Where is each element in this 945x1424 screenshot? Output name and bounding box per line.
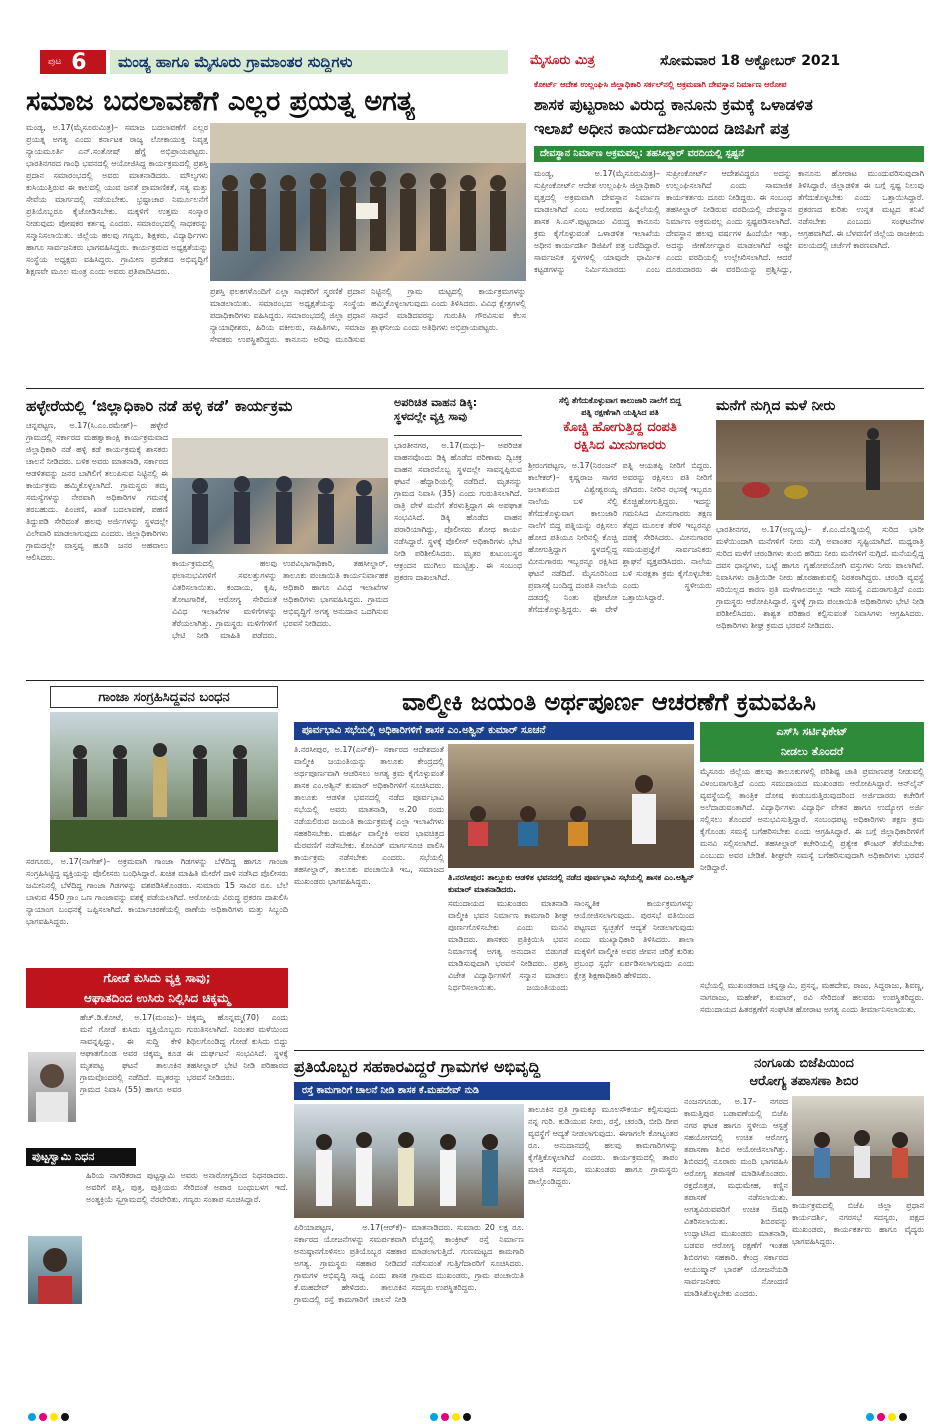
story5-body: ಶ್ರೀರಂಗಪಟ್ಟಣ, ಅ.17(ನಿರಂಜನ್ ಕಾಲೇಕರ್)– ಕೃಷ್ಣರಾಜ ಸಾಗರ ಜಲಾಶಯದ ವಿಶ್ವೇಶ್ವರಯ್ಯ ನಾಲೆಯ ಬಳಿ ಸೆಲ್ಫಿ ತೆಗೆದುಕೊಳ್ಳುವಾಗ ಕಾಲುಜಾರಿ ನಾಲೆಗೆ ಬಿದ್ದ ಪತ್ನಿಯನ್ನು ರಕ್ಷಿಸಲು ಹೋದ ಪತಿಯೂ ನೀರಿನಲ್ಲಿ ಕೊಚ್ಚಿ ಹೋಗುತ್ತಿದ್ದಾಗ ಸ್ಥಳದಲ್ಲಿದ್ದ ಮೀನುಗಾರರು ಇಬ್ಬರನ್ನೂ ರಕ್ಷಿಸಿದ ಘಟನೆ ನಡೆದಿದೆ. ಮೈಸೂರಿನಿಂದ ಪ್ರವಾಸಕ್ಕೆ ಬಂದಿದ್ದ ದಂಪತಿ ನಾಲೆಯ ದಡದಲ್ಲಿ ನಿಂತು ಫೋಟೋ ತೆಗೆದುಕೊಳ್ಳುತ್ತಿದ್ದರು. ಈ ವೇಳೆ ಪತ್ನಿ ಆಯತಪ್ಪಿ ನೀರಿಗೆ ಬಿದ್ದರು. ಅವರನ್ನು ರಕ್ಷಿಸಲು ಪತಿ ನೀರಿಗೆ ಜಿಗಿದರು. ನೀರಿನ ರಭಸಕ್ಕೆ ಇಬ್ಬರೂ ಕೊಚ್ಚಿಹೋಗುತ್ತಿದ್ದರು. ಇದನ್ನು ಗಮನಿಸಿದ ಮೀನುಗಾರರು ತಕ್ಷಣ ತೆಪ್ಪದ ಮೂಲಕ ತೆರಳಿ ಇಬ್ಬರನ್ನೂ ದಡಕ್ಕೆ ಸೇರಿಸಿದರು. ಮೀನುಗಾರರ ಸಮಯಪ್ರಜ್ಞೆಗೆ ಸಾರ್ವಜನಿಕರು ಶ್ಲಾಘನೆ ವ್ಯಕ್ತಪಡಿಸಿದರು. ನಾಲೆಯ ಬಳಿ ಸುರಕ್ಷತಾ ಕ್ರಮ ಕೈಗೊಳ್ಳಬೇಕು ಎಂದು ಸ್ಥಳೀಯರು ಒತ್ತಾಯಿಸಿದ್ದಾರೆ. [528, 461, 712, 614]
masthead [40, 50, 900, 76]
story9-body-3-spill [294, 948, 444, 1046]
story3-photo [172, 438, 388, 554]
story3-body: ಚನ್ನಪಟ್ಟಣ, ಅ.17(ಸಿ.ಎಂ.ರಮೇಶ್)– ಹಳ್ಳೇರೆ ಗ್ರಾಮದಲ್ಲಿ ಸರ್ಕಾರದ ಮಹತ್ವಾಕಾಂಕ್ಷಿ ಕಾರ್ಯಕ್ರಮವಾದ ಜಿಲ್ಲಾಧಿಕಾರಿ ನಡೆ ಹಳ್ಳಿ ಕಡೆ ಕಾರ್ಯಕ್ರಮಕ್ಕೆ ಶಾಸಕರು ಚಾಲನೆ ನೀಡಿದರು. ಬಳಿಕ ಅವರು ಮಾತನಾಡಿ, ಸರ್ಕಾರದ ಆಡಳಿತವನ್ನು ಜನರ ಬಾಗಿಲಿಗೆ ತಲುಪಿಸುವ ನಿಟ್ಟಿನಲ್ಲಿ ಈ ಕಾರ್ಯಕ್ರಮ ಹಮ್ಮಿಕೊಳ್ಳಲಾಗಿದೆ. ಗ್ರಾಮಸ್ಥರು ತಮ್ಮ ಸಮಸ್ಯೆಗಳನ್ನು ನೇರವಾಗಿ ಅಧಿಕಾರಿಗಳ ಗಮನಕ್ಕೆ ತರಬಹುದು. ಪಿಂಚಣಿ, ಖಾತೆ ಬದಲಾವಣೆ, ಪಹಣಿ ತಿದ್ದುಪಡಿ ಸೇರಿದಂತೆ ಹಲವು ಅರ್ಜಿಗಳನ್ನು ಸ್ಥಳದಲ್ಲೇ ವಿಲೇವಾರಿ ಮಾಡಲಾಗುವುದು ಎಂದರು. ಜಿಲ್ಲಾಧಿಕಾರಿಗಳು ಗ್ರಾಮದಲ್ಲೇ ವಾಸ್ತವ್ಯ ಹೂಡಿ ಜನರ ಅಹವಾಲು ಆಲಿಸಿದರು. [26, 421, 168, 562]
magenta-dot-icon [877, 1413, 885, 1421]
page-word: ಪುಟ [48, 57, 62, 67]
magenta-dot-icon [39, 1413, 47, 1421]
story1-photo [210, 123, 526, 281]
story12-photo [792, 1096, 924, 1196]
issue-date: ಸೋಮವಾರ 18 ಅಕ್ಟೋಬರ್ 2021 [660, 53, 841, 69]
story12-body: ನಂಜನಗೂಡು, ಅ.17– ನಗರದ ಕಾಮತ್ತಿಪುರ ಬಡಾವಣೆಯಲ್ಲಿ ಬಿಜೆಪಿ ನಗರ ಘಟಕ ಹಾಗೂ ಸ್ಥಳೀಯ ಆಸ್ಪತ್ರೆ ಸಹಯೋಗದಲ್ಲಿ ಉಚಿತ ಆರೋಗ್ಯ ತಪಾಸಣಾ ಶಿಬಿರ ಆಯೋಜಿಸಲಾಗಿತ್ತು. ಶಿಬಿರದಲ್ಲಿ ನೂರಾರು ಮಂದಿ ಭಾಗವಹಿಸಿ ಆರೋಗ್ಯ ತಪಾಸಣೆ ಮಾಡಿಸಿಕೊಂಡರು. ರಕ್ತದೊತ್ತಡ, ಮಧುಮೇಹ, ಕಣ್ಣಿನ ತಪಾಸಣೆ ನಡೆಸಲಾಯಿತು. ಅಗತ್ಯವಿರುವವರಿಗೆ ಉಚಿತ ಔಷಧಿ ವಿತರಿಸಲಾಯಿತು. ಶಿಬಿರವನ್ನು ಉದ್ಘಾಟಿಸಿದ ಮುಖಂಡರು ಮಾತನಾಡಿ, ಬಡವರ ಆರೋಗ್ಯ ರಕ್ಷಣೆಗೆ ಇಂತಹ ಶಿಬಿರಗಳು ಸಹಕಾರಿ. ಕೇಂದ್ರ ಸರ್ಕಾರದ ಆಯುಷ್ಮಾನ್ ಭಾರತ್ ಯೋಜನೆಯಡಿ ಸಾರ್ವಜನಿಕರು ನೋಂದಣಿ ಮಾಡಿಸಿಕೊಳ್ಳಬೇಕು ಎಂದರು. [684, 1097, 788, 1298]
story10-body-2: ಸಭೆಯಲ್ಲಿ ಮುಖಂಡರಾದ ಚನ್ನಸ್ವಾಮಿ, ಪ್ರಸನ್ನ, ಮಹದೇವ, ರಾಜು, ಸಿದ್ದರಾಜು, ಶಿವಣ್ಣ, ನಾಗರಾಜು, ಮಹೇಶ್, ಕುಮಾರ್, ರವಿ ಸೇರಿದಂತೆ ಹಲವರು ಉಪಸ್ಥಿತರಿದ್ದರು. ಸಮುದಾಯದ ಹಿತರಕ್ಷಣೆಗೆ ಸಂಘಟಿತ ಹೋರಾಟ ಅಗತ್ಯ ಎಂದು ತೀರ್ಮಾನಿಸಲಾಯಿತು. [700, 981, 924, 1014]
story12-headline-line1: ನಂಗೂಡು ಬಿಜೆಪಿಯಿಂದ [754, 1056, 854, 1071]
story11-headline: ಪ್ರತಿಯೊಬ್ಬರ ಸಹಕಾರವಿದ್ದರೆ ಗ್ರಾಮಗಳ ಅಭಿವೃದ್ಧಿ [294, 1057, 541, 1076]
story1-headline: ಸಮಾಜ ಬದಲಾವಣೆಗೆ ಎಲ್ಲರ ಪ್ರಯತ್ನ ಅಗತ್ಯ [26, 86, 415, 117]
story9-subhead: ಪೂರ್ವಭಾವಿ ಸಭೆಯಲ್ಲಿ ಅಧಿಕಾರಿಗಳಿಗೆ ಶಾಸಕ ಎಂ.ಅಶ್ವಿನ್ ಕುಮಾರ್ ಸೂಚನೆ [294, 722, 694, 740]
story9-body-2: ಸಮುದಾಯದ ಮುಖಂಡರು ಮಾತನಾಡಿ ವಾಲ್ಮೀಕಿ ಭವನ ನಿರ್ಮಾಣ ಕಾಮಗಾರಿ ಶೀಘ್ರ ಪೂರ್ಣಗೊಳಿಸಬೇಕು ಎಂದು ಮನವಿ ಮಾಡಿದರು. ಶಾಸಕರು ಪ್ರತಿಕ್ರಿಯಿಸಿ ಭವನ ನಿರ್ಮಾಣಕ್ಕೆ ಅಗತ್ಯ ಅನುದಾನ ಬಿಡುಗಡೆ ಮಾಡಿಸುವುದಾಗಿ ಭರವಸೆ ನೀಡಿದರು. ಪ್ರಶಸ್ತಿ ವಿಜೇತ ವಿದ್ಯಾರ್ಥಿಗಳಿಗೆ ಸನ್ಮಾನ ಮಾಡಲು ನಿರ್ಧರಿಸಲಾಯಿತು. ಜಯಂತಿಯಂದು ಸಾಂಸ್ಕೃತಿಕ ಕಾರ್ಯಕ್ರಮಗಳನ್ನು ಆಯೋಜಿಸಲಾಗುವುದು. ಪುರಸಭೆ ವತಿಯಿಂದ ಪಟ್ಟಣದ ಸ್ವಚ್ಛತೆಗೆ ಆದ್ಯತೆ ನೀಡಲಾಗುವುದು ಎಂದು ಮುಖ್ಯಾಧಿಕಾರಿ ತಿಳಿಸಿದರು. ಶಾಲಾ ಮಕ್ಕಳಿಗೆ ವಾಲ್ಮೀಕಿ ಅವರ ಜೀವನ ಚರಿತ್ರೆ ಕುರಿತು ಪ್ರಬಂಧ ಸ್ಪರ್ಧೆ ಏರ್ಪಡಿಸಲಾಗುವುದು ಎಂದು ಕ್ಷೇತ್ರ ಶಿಕ್ಷಣಾಧಿಕಾರಿ ಹೇಳಿದರು. [448, 899, 694, 992]
story4-headline-line2: ಸ್ಥಳದಲ್ಲೇ ವ್ಯಕ್ತಿ ಸಾವು [394, 410, 468, 423]
story5-headline-line2: ರಕ್ಷಿಸಿದ ಮೀನುಗಾರರು [574, 438, 666, 453]
story10-headline-line1: ಎಸ್‌ಸಿ ಸರ್ಟಿಫಿಕೇಟ್ [776, 725, 848, 738]
cyan-dot-icon [866, 1413, 874, 1421]
story9-caption: ತಿ.ನರಸೀಪುರ: ತಾಲ್ಲೂಕು ಆಡಳಿತ ಭವನದಲ್ಲಿ ನಡೆದ ಪೂರ್ವಭಾವಿ ಸಭೆಯಲ್ಲಿ ಶಾಸಕ ಎಂ.ಅಶ್ವಿನ್ ಕುಮಾರ್ ಮಾತನಾಡಿದರು. [448, 873, 694, 894]
black-dot-icon [61, 1413, 69, 1421]
story2-headline-line2: ಇಲಾಖೆ ಅಧೀನ ಕಾರ್ಯದರ್ಶಿಯಿಂದ ಡಿಜಿಪಿಗೆ ಪತ್ರ [534, 119, 790, 138]
story2-subhead: ದೇವಸ್ಥಾನ ನಿರ್ಮಾಣ ಅಕ್ರಮವಲ್ಲ: ತಹಸೀಲ್ದಾರ್ ವರದಿಯಲ್ಲಿ ಸ್ಪಷ್ಟನೆ [534, 146, 924, 162]
story1-body-2: ಪ್ರಶಸ್ತಿ ಫಲಕಗಳೊಂದಿಗೆ ಎಲ್ಲಾ ಸಾಧಕರಿಗೆ ಸ್ಮರಣಿಕೆ ಪ್ರದಾನ ಮಾಡಲಾಯಿತು. ಸಮಾರಂಭದ ಅಧ್ಯಕ್ಷತೆಯನ್ನು ಸಂಸ್ಥೆಯ ಪದಾಧಿಕಾರಿಗಳು ವಹಿಸಿದ್ದರು. ಸಮಾರಂಭದಲ್ಲಿ ಜಿಲ್ಲಾ ಪ್ರಧಾನ ನ್ಯಾಯಾಧೀಶರು, ಹಿರಿಯ ವಕೀಲರು, ಸಾಹಿತಿಗಳು, ಸಮಾಜ ಸೇವಕರು ಉಪಸ್ಥಿತರಿದ್ದರು. ಕಾನೂನು ಅರಿವು ಮೂಡಿಸುವ ನಿಟ್ಟಿನಲ್ಲಿ ಗ್ರಾಮ ಮಟ್ಟದಲ್ಲಿ ಕಾರ್ಯಕ್ರಮಗಳನ್ನು ಹಮ್ಮಿಕೊಳ್ಳಲಾಗುವುದು ಎಂದು ತಿಳಿಸಿದರು. ವಿವಿಧ ಕ್ಷೇತ್ರಗಳಲ್ಲಿ ಸಾಧನೆ ಮಾಡಿದವರನ್ನು ಗುರುತಿಸಿ ಗೌರವಿಸುವ ಕೆಲಸ ಶ್ಲಾಘನೀಯ ಎಂದು ಅತಿಥಿಗಳು ಅಭಿಪ್ರಾಯಪಟ್ಟರು. [210, 287, 526, 344]
divider-row3 [294, 1050, 924, 1051]
page-number-badge [40, 50, 106, 74]
black-dot-icon [899, 1413, 907, 1421]
obituary-portrait [28, 1236, 82, 1304]
story8-headline-line1: ಗೋಡೆ ಕುಸಿದು ವ್ಯಕ್ತಿ ಸಾವು; [26, 968, 288, 988]
divider-row2 [26, 680, 924, 681]
cyan-dot-icon [28, 1413, 36, 1421]
obituary-portrait-figure [28, 1236, 82, 1304]
obituary-body: ಹಿರಿಯ ನಾಗರಿಕರಾದ ಪುಟ್ಟಸ್ವಾಮಿ ಅವರು ಅನಾರೋಗ್ಯದಿಂದ ನಿಧನರಾದರು. ಅವರಿಗೆ ಪತ್ನಿ, ಪುತ್ರ, ಪುತ್ರಿಯರು ಸೇರಿದಂತೆ ಅಪಾರ ಬಂಧುಬಳಗ ಇದೆ. ಅಂತ್ಯಕ್ರಿಯೆ ಸ್ವಗ್ರಾಮದಲ್ಲಿ ನೆರವೇರಿತು. ಗಣ್ಯರು ಸಂತಾಪ ಸೂಚಿಸಿದ್ದಾರೆ. [86, 1171, 288, 1204]
story10-body: ಮೈಸೂರು ಜಿಲ್ಲೆಯ ಹಲವು ತಾಲೂಕುಗಳಲ್ಲಿ ಪರಿಶಿಷ್ಟ ಜಾತಿ ಪ್ರಮಾಣಪತ್ರ ನೀಡುವಲ್ಲಿ ವಿಳಂಬವಾಗುತ್ತಿದೆ ಎಂದು ಸಮುದಾಯದ ಮುಖಂಡರು ಆರೋಪಿಸಿದ್ದಾರೆ. ಆನ್‌ಲೈನ್ ವ್ಯವಸ್ಥೆಯಲ್ಲಿ ತಾಂತ್ರಿಕ ದೋಷ ಕಂಡುಬರುತ್ತಿರುವುದರಿಂದ ಅರ್ಜಿದಾರರು ಕಚೇರಿಗೆ ಅಲೆದಾಡುವಂತಾಗಿದೆ. ವಿದ್ಯಾರ್ಥಿಗಳು ವಿದ್ಯಾರ್ಥಿ ವೇತನ ಹಾಗೂ ಉದ್ಯೋಗ ಅರ್ಜಿ ಸಲ್ಲಿಸಲು ತೊಂದರೆ ಅನುಭವಿಸುತ್ತಿದ್ದಾರೆ. ಸಂಬಂಧಪಟ್ಟ ಅಧಿಕಾರಿಗಳು ತಕ್ಷಣ ಕ್ರಮ ಕೈಗೊಂಡು ಸಮಸ್ಯೆ ಬಗೆಹರಿಸಬೇಕು ಎಂದು ಆಗ್ರಹಿಸಿದ್ದಾರೆ. ಈ ಬಗ್ಗೆ ಜಿಲ್ಲಾಧಿಕಾರಿಗಳಿಗೆ ಮನವಿ ಸಲ್ಲಿಸಲಾಗಿದೆ. ತಹಸೀಲ್ದಾರ್ ಕಚೇರಿಯಲ್ಲಿ ಪ್ರತ್ಯೇಕ ಕೌಂಟರ್ ತೆರೆಯಬೇಕು ಎಂಬುದು ಅವರ ಬೇಡಿಕೆ. ಶೀಘ್ರವೇ ಸಮಸ್ಯೆ ಬಗೆಹರಿಸುವುದಾಗಿ ಅಧಿಕಾರಿಗಳು ಭರವಸೆ ನೀಡಿದ್ದಾರೆ. [700, 767, 924, 872]
story4-headline-box [394, 396, 522, 436]
story7-headline-box [50, 686, 278, 708]
story12-body-2: ಕಾರ್ಯಕ್ರಮದಲ್ಲಿ ಬಿಜೆಪಿ ಜಿಲ್ಲಾ ಪ್ರಧಾನ ಕಾರ್ಯದರ್ಶಿ, ನಗರಸಭೆ ಸದಸ್ಯರು, ಪಕ್ಷದ ಮುಖಂಡರು, ಕಾರ್ಯಕರ್ತರು ಹಾಗೂ ವೈದ್ಯರು ಭಾಗವಹಿಸಿದ್ದರು. [792, 1201, 924, 1246]
deceased-portrait [28, 1052, 76, 1122]
story6-headline: ಮನೆಗೆ ನುಗ್ಗಿದ ಮಳೆ ನೀರು [716, 398, 836, 414]
story5-kicker-line2: ಪತ್ನಿ ರಕ್ಷಣೆಗಾಗಿ ಯತ್ನಿಸಿದ ಪತಿ [581, 408, 659, 417]
story8-portrait [28, 1052, 76, 1122]
story5-headline-line1: ಕೊಚ್ಚಿ ಹೋಗುತ್ತಿದ್ದ ದಂಪತಿ [563, 420, 677, 435]
yellow-dot-icon [50, 1413, 58, 1421]
story10-headline-line2: ನೀಡಲು ತೊಂದರೆ [780, 745, 844, 758]
story4-headline-line1: ಅಪರಿಚಿತ ವಾಹನ ಡಿಕ್ಕಿ: [394, 396, 478, 409]
page-number: 6 [71, 49, 87, 75]
black-dot-icon [463, 1413, 471, 1421]
story7-body: ಸರಗೂರು, ಅ.17(ನಾಗೇಶ್)– ಅಕ್ರಮವಾಗಿ ಗಾಂಜಾ ಗಿಡಗಳನ್ನು ಬೆಳೆದಿದ್ದ ಹಾಗೂ ಗಾಂಜಾ ಸಂಗ್ರಹಿಸಿಟ್ಟಿದ್ದ ವ್ಯಕ್ತಿಯನ್ನು ಪೊಲೀಸರು ಬಂಧಿಸಿದ್ದಾರೆ. ಖಚಿತ ಮಾಹಿತಿ ಮೇರೆಗೆ ದಾಳಿ ನಡೆಸಿದ ಪೊಲೀಸರು ಜಮೀನಿನಲ್ಲಿ ಬೆಳೆದಿದ್ದ ಗಾಂಜಾ ಗಿಡಗಳನ್ನು ವಶಪಡಿಸಿಕೊಂಡರು. ಸುಮಾರು 15 ಸಾವಿರ ರೂ. ಬೆಲೆ ಬಾಳುವ 450 ಗ್ರಾಂ ಒಣ ಗಾಂಜಾವನ್ನು ವಶಕ್ಕೆ ಪಡೆಯಲಾಗಿದೆ. ಆರೋಪಿಯ ವಿರುದ್ಧ ಪ್ರಕರಣ ದಾಖಲಿಸಿ ನ್ಯಾಯಾಂಗ ಬಂಧನಕ್ಕೆ ಒಪ್ಪಿಸಲಾಗಿದೆ. ಕಾರ್ಯಾಚರಣೆಯಲ್ಲಿ ಠಾಣೆಯ ಅಧಿಕಾರಿಗಳು ಮತ್ತು ಸಿಬ್ಬಂದಿ ಭಾಗವಹಿಸಿದ್ದರು. [26, 857, 288, 926]
story9-headline: ವಾಲ್ಮೀಕಿ ಜಯಂತಿ ಅರ್ಥಪೂರ್ಣ ಆಚರಣೆಗೆ ಕ್ರಮವಹಿಸಿ [402, 688, 816, 716]
story1-body: ಮಂಡ್ಯ, ಅ.17(ಮೈಸೂರುಮಿತ್ರ)– ಸಮಾಜ ಬದಲಾವಣೆಗೆ ಎಲ್ಲರ ಪ್ರಯತ್ನ ಅಗತ್ಯ ಎಂದು ಕರ್ನಾಟಕ ರಾಜ್ಯ ಲೋಕಾಯುಕ್ತ ನಿವೃತ್ತ ನ್ಯಾಯಮೂರ್ತಿ ಎನ್.ಸಂತೋಷ್ ಹೆಗ್ಡೆ ಅಭಿಪ್ರಾಯಪಟ್ಟರು. ಭಾರತಿನಗರದ ಗಾಂಧಿ ಭವನದಲ್ಲಿ ಆಯೋಜಿಸಿದ್ದ ಕಾರ್ಯಕ್ರಮದಲ್ಲಿ ಪ್ರಶಸ್ತಿ ಪ್ರದಾನ ಸಮಾರಂಭದಲ್ಲಿ ಅವರು ಮಾತನಾಡಿದರು. ಮೌಲ್ಯಗಳು ಕುಸಿಯುತ್ತಿರುವ ಈ ಕಾಲದಲ್ಲಿ ಯುವ ಜನತೆ ಪ್ರಾಮಾಣಿಕತೆ, ಸತ್ಯ ಮತ್ತು ಸೇವೆಯ ಮಾರ್ಗದಲ್ಲಿ ನಡೆಯಬೇಕು. ಭ್ರಷ್ಟಾಚಾರ ನಿರ್ಮೂಲನೆಗೆ ಪ್ರತಿಯೊಬ್ಬರೂ ಕೈಜೋಡಿಸಬೇಕು. ಮಕ್ಕಳಿಗೆ ಉತ್ತಮ ಸಂಸ್ಕಾರ ನೀಡುವುದು ಪೋಷಕರ ಕರ್ತವ್ಯ ಎಂದರು. ಸಮಾರಂಭದಲ್ಲಿ ಸಾಧಕರನ್ನು ಸನ್ಮಾನಿಸಲಾಯಿತು. ಜಿಲ್ಲೆಯ ಹಲವು ಗಣ್ಯರು, ಶಿಕ್ಷಕರು, ವಿದ್ಯಾರ್ಥಿಗಳು ಹಾಗೂ ಸಾರ್ವಜನಿಕರು ಭಾಗವಹಿಸಿದ್ದರು. ಕಾರ್ಯಕ್ರಮದ ಅಧ್ಯಕ್ಷತೆಯನ್ನು ಸಂಸ್ಥೆಯ ಅಧ್ಯಕ್ಷರು ವಹಿಸಿದ್ದರು. ಗ್ರಾಮೀಣ ಪ್ರದೇಶದ ಅಭಿವೃದ್ಧಿಗೆ ಶಿಕ್ಷಣವೇ ಮೂಲ ಮಂತ್ರ ಎಂದು ಅವರು ಪ್ರತಿಪಾದಿಸಿದರು. [26, 123, 208, 276]
story11-body-2: ತಾಲೂಕಿನ ಪ್ರತಿ ಗ್ರಾಮಕ್ಕೂ ಮೂಲಸೌಕರ್ಯ ಕಲ್ಪಿಸುವುದು ನನ್ನ ಗುರಿ. ಕುಡಿಯುವ ನೀರು, ರಸ್ತೆ, ಚರಂಡಿ, ಬೀದಿ ದೀಪ ವ್ಯವಸ್ಥೆಗೆ ಆದ್ಯತೆ ನೀಡಲಾಗುವುದು. ಈಗಾಗಲೇ ಕೋಟ್ಯಂತರ ರೂ. ಅನುದಾನದಲ್ಲಿ ಹಲವು ಕಾಮಗಾರಿಗಳನ್ನು ಕೈಗೆತ್ತಿಕೊಳ್ಳಲಾಗಿದೆ ಎಂದರು. ಕಾರ್ಯಕ್ರಮದಲ್ಲಿ ತಾಪಂ ಮಾಜಿ ಸದಸ್ಯರು, ಮುಖಂಡರು ಹಾಗೂ ಗ್ರಾಮಸ್ಥರು ಪಾಲ್ಗೊಂಡಿದ್ದರು. [528, 1105, 678, 1186]
magenta-dot-icon [441, 1413, 449, 1421]
story4-body: ಭಾರತೀನಗರ, ಅ.17(ಮಧು)– ಅಪರಿಚಿತ ವಾಹನವೊಂದು ಡಿಕ್ಕಿ ಹೊಡೆದ ಪರಿಣಾಮ ದ್ವಿಚಕ್ರ ವಾಹನ ಸವಾರನೊಬ್ಬ ಸ್ಥಳದಲ್ಲೇ ಸಾವನ್ನಪ್ಪಿರುವ ಘಟನೆ ಹೆದ್ದಾರಿಯಲ್ಲಿ ನಡೆದಿದೆ. ಮೃತನನ್ನು ಗ್ರಾಮದ ನಿವಾಸಿ (35) ಎಂದು ಗುರುತಿಸಲಾಗಿದೆ. ರಾತ್ರಿ ವೇಳೆ ಮನೆಗೆ ತೆರಳುತ್ತಿದ್ದಾಗ ಈ ಅಪಘಾತ ಸಂಭವಿಸಿದೆ. ಡಿಕ್ಕಿ ಹೊಡೆದ ವಾಹನ ಪರಾರಿಯಾಗಿದ್ದು, ಪೊಲೀಸರು ಶೋಧ ಕಾರ್ಯ ನಡೆಸಿದ್ದಾರೆ. ಸ್ಥಳಕ್ಕೆ ಪೊಲೀಸ್ ಅಧಿಕಾರಿಗಳು ಭೇಟಿ ನೀಡಿ ಪರಿಶೀಲಿಸಿದರು. ಮೃತರ ಕುಟುಂಬಸ್ಥರ ಆಕ್ರಂದನ ಮುಗಿಲು ಮುಟ್ಟಿತ್ತು. ಈ ಸಂಬಂಧ ಪ್ರಕರಣ ದಾಖಲಾಗಿದೆ. [394, 441, 522, 582]
story3-body-2: ಕಾರ್ಯಕ್ರಮದಲ್ಲಿ ಹಲವು ಫಲಾನುಭವಿಗಳಿಗೆ ಸವಲತ್ತುಗಳನ್ನು ವಿತರಿಸಲಾಯಿತು. ಕಂದಾಯ, ಕೃಷಿ, ತೋಟಗಾರಿಕೆ, ಆರೋಗ್ಯ ಸೇರಿದಂತೆ ವಿವಿಧ ಇಲಾಖೆಗಳ ಮಳಿಗೆಗಳನ್ನು ತೆರೆಯಲಾಗಿತ್ತು. ಗ್ರಾಮಸ್ಥರು ಮಳಿಗೆಗಳಿಗೆ ಭೇಟಿ ನೀಡಿ ಮಾಹಿತಿ ಪಡೆದರು. ಉಪವಿಭಾಗಾಧಿಕಾರಿ, ತಹಸೀಲ್ದಾರ್, ತಾಲೂಕು ಪಂಚಾಯಿತಿ ಕಾರ್ಯನಿರ್ವಾಹಕ ಅಧಿಕಾರಿ ಹಾಗೂ ವಿವಿಧ ಇಲಾಖೆಗಳ ಅಧಿಕಾರಿಗಳು ಭಾಗವಹಿಸಿದ್ದರು. ಗ್ರಾಮದ ಅಭಿವೃದ್ಧಿಗೆ ಅಗತ್ಯ ಅನುದಾನ ಒದಗಿಸುವ ಭರವಸೆ ನೀಡಿದರು. [172, 559, 388, 640]
story2-kicker: ಕೋರ್ಟ್ ಆದೇಶ ಉಲ್ಲಂಘಿಸಿ ಜಿಲ್ಲಾಧಿಕಾರಿ ಸರ್ಕಲ್‌ನಲ್ಲಿ ಅಕ್ರಮವಾಗಿ ದೇವಸ್ಥಾನ ನಿರ್ಮಾಣ ಆರೋಪ [534, 80, 787, 89]
story7-headline: ಗಾಂಜಾ ಸಂಗ್ರಹಿಸಿದ್ದವನ ಬಂಧನ [98, 689, 230, 705]
meeting-hall-figures [448, 744, 694, 868]
story11-photo [294, 1104, 524, 1218]
cyan-dot-icon [430, 1413, 438, 1421]
print-registration-marks-left [28, 1406, 72, 1416]
story9-body: ತಿ.ನರಸೀಪುರ, ಅ.17(ಎಸ್‌ಕೆ)– ಸರ್ಕಾರದ ಆದೇಶದಂತೆ ವಾಲ್ಮೀಕಿ ಜಯಂತಿಯನ್ನು ತಾಲೂಕು ಕೇಂದ್ರದಲ್ಲಿ ಅರ್ಥಪೂರ್ಣವಾಗಿ ಆಚರಿಸಲು ಅಗತ್ಯ ಕ್ರಮ ಕೈಗೊಳ್ಳುವಂತೆ ಶಾಸಕ ಎಂ.ಅಶ್ವಿನ್ ಕುಮಾರ್ ಅಧಿಕಾರಿಗಳಿಗೆ ಸೂಚಿಸಿದರು. ತಾಲೂಕು ಆಡಳಿತ ಭವನದಲ್ಲಿ ನಡೆದ ಪೂರ್ವಭಾವಿ ಸಭೆಯಲ್ಲಿ ಅವರು ಮಾತನಾಡಿ, ಅ.20 ರಂದು ನಡೆಯಲಿರುವ ಜಯಂತಿ ಕಾರ್ಯಕ್ರಮಕ್ಕೆ ಎಲ್ಲಾ ಇಲಾಖೆಗಳು ಸಹಕರಿಸಬೇಕು. ಮಹರ್ಷಿ ವಾಲ್ಮೀಕಿ ಅವರ ಭಾವಚಿತ್ರದ ಮೆರವಣಿಗೆ ನಡೆಸಬೇಕು. ಕೋವಿಡ್ ಮಾರ್ಗಸೂಚಿ ಪಾಲಿಸಿ ಕಾರ್ಯಕ್ರಮ ನಡೆಸಬೇಕು ಎಂದರು. ಸಭೆಯಲ್ಲಿ ತಹಸೀಲ್ದಾರ್, ತಾಲೂಕು ಪಂಚಾಯಿತಿ ಇಒ, ಸಮಾಜದ ಮುಖಂಡರು ಭಾಗವಹಿಸಿದ್ದರು. [294, 745, 444, 886]
paper-name: ಮೈಸೂರು ಮಿತ್ರ [530, 53, 595, 68]
story2-headline-line1: ಶಾಸಕ ಪುಟ್ಟರಾಜು ವಿರುದ್ಧ ಕಾನೂನು ಕ್ರಮಕ್ಕೆ ಒಳಾಡಳಿತ [534, 95, 813, 114]
health-camp-figures [792, 1096, 924, 1196]
story2-body: ಮಂಡ್ಯ, ಅ.17(ಮೈಸೂರುಮಿತ್ರ)– ಸುಪ್ರೀಂಕೋರ್ಟ್ ಆದೇಶ ಉಲ್ಲಂಘಿಸಿ ಜಿಲ್ಲಾಧಿಕಾರಿ ವೃತ್ತದಲ್ಲಿ ಅಕ್ರಮವಾಗಿ ದೇವಸ್ಥಾನ ನಿರ್ಮಾಣ ಮಾಡಲಾಗಿದೆ ಎಂಬ ಆರೋಪದ ಹಿನ್ನೆಲೆಯಲ್ಲಿ ಶಾಸಕ ಸಿ.ಎಸ್.ಪುಟ್ಟರಾಜು ವಿರುದ್ಧ ಕಾನೂನು ಕ್ರಮ ಕೈಗೊಳ್ಳುವಂತೆ ಒಳಾಡಳಿತ ಇಲಾಖೆಯ ಅಧೀನ ಕಾರ್ಯದರ್ಶಿ ಡಿಜಿಪಿಗೆ ಪತ್ರ ಬರೆದಿದ್ದಾರೆ. ಸಾರ್ವಜನಿಕ ಸ್ಥಳಗಳಲ್ಲಿ ಯಾವುದೇ ಧಾರ್ಮಿಕ ಕಟ್ಟಡಗಳನ್ನು ನಿರ್ಮಿಸಬಾರದು ಎಂಬ ಸುಪ್ರೀಂಕೋರ್ಟ್ ಆದೇಶವಿದ್ದರೂ ಅದನ್ನು ಉಲ್ಲಂಘಿಸಲಾಗಿದೆ ಎಂದು ಸಾಮಾಜಿಕ ಕಾರ್ಯಕರ್ತರು ದೂರು ನೀಡಿದ್ದರು. ಈ ಸಂಬಂಧ ತಹಸೀಲ್ದಾರ್ ನೀಡಿರುವ ವರದಿಯಲ್ಲಿ ದೇವಸ್ಥಾನ ನಿರ್ಮಾಣ ಅಕ್ರಮವಲ್ಲ ಎಂದು ಸ್ಪಷ್ಟಪಡಿಸಲಾಗಿದೆ. ದೇವಸ್ಥಾನ ಹಲವು ವರ್ಷಗಳ ಹಿಂದೆಯೇ ಇತ್ತು, ಅದನ್ನು ಜೀರ್ಣೋದ್ಧಾರ ಮಾಡಲಾಗಿದೆ ಅಷ್ಟೇ ಎಂದು ವರದಿಯಲ್ಲಿ ಉಲ್ಲೇಖಿಸಲಾಗಿದೆ. ಆದರೆ ದೂರುದಾರರು ಈ ವರದಿಯನ್ನು ಪ್ರಶ್ನಿಸಿದ್ದು, ಕಾನೂನು ಹೋರಾಟ ಮುಂದುವರಿಸುವುದಾಗಿ ತಿಳಿಸಿದ್ದಾರೆ. ಜಿಲ್ಲಾಡಳಿತ ಈ ಬಗ್ಗೆ ಸ್ಪಷ್ಟ ನಿಲುವು ತೆಗೆದುಕೊಳ್ಳಬೇಕು ಎಂದು ಒತ್ತಾಯಿಸಿದ್ದಾರೆ. ಪ್ರಕರಣದ ಕುರಿತು ಉನ್ನತ ಮಟ್ಟದ ತನಿಖೆ ನಡೆಸಬೇಕು ಎಂಬುದು ಸಂಘಟನೆಗಳ ಆಗ್ರಹವಾಗಿದೆ. ಈ ಬೆಳವಣಿಗೆ ಜಿಲ್ಲೆಯ ರಾಜಕೀಯ ವಲಯದಲ್ಲಿ ಚರ್ಚೆಗೆ ಕಾರಣವಾಗಿದೆ. [534, 169, 924, 274]
group-photo-figures [210, 123, 526, 281]
story10-headline-box [700, 722, 924, 762]
story6-photo [716, 420, 924, 520]
print-registration-marks [430, 1406, 474, 1416]
story3-headline: ಹಳ್ಳೇರೆಯಲ್ಲಿ ‘ಜಿಲ್ಲಾಧಿಕಾರಿ ನಡೆ ಹಳ್ಳಿ ಕಡೆ’ ಕಾರ್ಯಕ್ರಮ [26, 397, 293, 415]
obituary-headline: ಪುಟ್ಟಸ್ವಾಮಿ ನಿಧನ [26, 1148, 136, 1166]
story7-photo [50, 712, 278, 852]
story8-headline-line2: ಆಘಾತದಿಂದ ಉಸಿರು ನಿಲ್ಲಿಸಿದ ಚಿಕ್ಕಮ್ಮ [26, 988, 288, 1008]
story11-subhead: ರಸ್ತೆ ಕಾಮಗಾರಿಗೆ ಚಾಲನೆ ನೀಡಿ ಶಾಸಕ ಕೆ.ಮಹದೇವ್ ನುಡಿ [294, 1082, 610, 1100]
story8-body: ಹೆಚ್.ಡಿ.ಕೋಟೆ, ಅ.17(ಮಂಜು)– ಮನೆ ಗೋಡೆ ಕುಸಿದು ವ್ಯಕ್ತಿಯೊಬ್ಬರು ಸಾವನ್ನಪ್ಪಿದ್ದು, ಈ ಸುದ್ದಿ ಕೇಳಿ ಆಘಾತಗೊಂಡ ಅವರ ಚಿಕ್ಕಮ್ಮ ಕೂಡ ಮೃತಪಟ್ಟ ಘಟನೆ ತಾಲೂಕಿನ ಗ್ರಾಮವೊಂದರಲ್ಲಿ ನಡೆದಿದೆ. ಮೃತರನ್ನು ಗ್ರಾಮದ ನಿವಾಸಿ (55) ಹಾಗೂ ಅವರ ಚಿಕ್ಕಮ್ಮ ಹೊನ್ನಮ್ಮ(70) ಎಂದು ಗುರುತಿಸಲಾಗಿದೆ. ನಿರಂತರ ಮಳೆಯಿಂದ ಶಿಥಿಲಗೊಂಡಿದ್ದ ಗೋಡೆ ಕುಸಿದು ಬಿದ್ದು ಈ ದುರ್ಘಟನೆ ಸಂಭವಿಸಿದೆ. ಸ್ಥಳಕ್ಕೆ ತಹಸೀಲ್ದಾರ್ ಭೇಟಿ ನೀಡಿ ಪರಿಹಾರದ ಭರವಸೆ ನೀಡಿದರು. [80, 1013, 288, 1094]
story6-body: ಭಾರತೀನಗರ, ಅ.17(ಅಣ್ಣಯ್ಯ)– ಕೆ.ಎಂ.ದೊಡ್ಡಿಯಲ್ಲಿ ಸುರಿದ ಭಾರೀ ಮಳೆಯಿಂದಾಗಿ ಮನೆಗಳಿಗೆ ನೀರು ನುಗ್ಗಿ ಅವಾಂತರ ಸೃಷ್ಟಿಯಾಗಿದೆ. ಮಧ್ಯರಾತ್ರಿ ಸುರಿದ ಮಳೆಗೆ ಚರಂಡಿಗಳು ತುಂಬಿ ಹರಿದು ನೀರು ಮನೆಗಳಿಗೆ ನುಗ್ಗಿದೆ. ಮನೆಯಲ್ಲಿದ್ದ ದವಸ ಧಾನ್ಯಗಳು, ಬಟ್ಟೆ ಹಾಗೂ ಗೃಹೋಪಯೋಗಿ ವಸ್ತುಗಳು ನೀರು ಪಾಲಾಗಿವೆ. ನಿವಾಸಿಗಳು ರಾತ್ರಿಯಿಡೀ ನೀರು ಹೊರಹಾಕುವಲ್ಲಿ ನಿರತರಾಗಿದ್ದರು. ಚರಂಡಿ ವ್ಯವಸ್ಥೆ ಸರಿಯಿಲ್ಲದ ಕಾರಣ ಪ್ರತಿ ಮಳೆಗಾಲದಲ್ಲೂ ಇದೇ ಸಮಸ್ಯೆ ಎದುರಾಗುತ್ತಿದೆ ಎಂದು ಗ್ರಾಮಸ್ಥರು ಆರೋಪಿಸಿದ್ದಾರೆ. ಸ್ಥಳಕ್ಕೆ ಗ್ರಾಮ ಪಂಚಾಯಿತಿ ಅಧಿಕಾರಿಗಳು ಭೇಟಿ ನೀಡಿ ಪರಿಶೀಲಿಸಿದರು. ಶಾಶ್ವತ ಪರಿಹಾರ ಕಲ್ಪಿಸುವಂತೆ ನಿವಾಸಿಗಳು ಆಗ್ರಹಿಸಿದರು. ಅಧಿಕಾರಿಗಳು ಶೀಘ್ರ ಕ್ರಮದ ಭರವಸೆ ನೀಡಿದರು. [716, 525, 924, 630]
road-work-launch-figures [294, 1104, 524, 1218]
story11-body: ಪಿರಿಯಾಪಟ್ಟಣ, ಅ.17(ಆರ್‌ಕೆ)– ಸರ್ಕಾರದ ಯೋಜನೆಗಳನ್ನು ಸಮರ್ಪಕವಾಗಿ ಅನುಷ್ಠಾನಗೊಳಿಸಲು ಪ್ರತಿಯೊಬ್ಬರ ಸಹಕಾರ ಅಗತ್ಯ. ಗ್ರಾಮಸ್ಥರು ಸಹಕಾರ ನೀಡಿದರೆ ಗ್ರಾಮಗಳ ಅಭಿವೃದ್ಧಿ ಸಾಧ್ಯ ಎಂದು ಶಾಸಕ ಕೆ.ಮಹದೇವ್ ಹೇಳಿದರು. ತಾಲೂಕಿನ ಗ್ರಾಮದಲ್ಲಿ ರಸ್ತೆ ಕಾಮಗಾರಿಗೆ ಚಾಲನೆ ನೀಡಿ ಮಾತನಾಡಿದರು. ಸುಮಾರು 20 ಲಕ್ಷ ರೂ. ವೆಚ್ಚದಲ್ಲಿ ಕಾಂಕ್ರೀಟ್ ರಸ್ತೆ ನಿರ್ಮಾಣ ಮಾಡಲಾಗುತ್ತಿದೆ. ಗುಣಮಟ್ಟದ ಕಾಮಗಾರಿ ನಡೆಸುವಂತೆ ಗುತ್ತಿಗೆದಾರರಿಗೆ ಸೂಚಿಸಿದರು. ಗ್ರಾಮದ ಮುಖಂಡರು, ಗ್ರಾಮ ಪಂಚಾಯಿತಿ ಸದಸ್ಯರು ಉಪಸ್ಥಿತರಿದ್ದರು. [294, 1223, 524, 1304]
yellow-dot-icon [452, 1413, 460, 1421]
police-seizure-figures [50, 712, 278, 852]
section-title: ಮಂಡ್ಯ ಹಾಗೂ ಮೈಸೂರು ಗ್ರಾಮಾಂತರ ಸುದ್ದಿಗಳು [110, 50, 508, 74]
story9-photo [448, 744, 694, 868]
lamp-lighting-figures [172, 438, 388, 554]
story5-kicker-line1: ಸೆಲ್ಫಿ ತೆಗೆದುಕೊಳ್ಳುವಾಗ ಕಾಲುಜಾರಿ ನಾಲೆಗೆ ಬಿದ್ದ [558, 396, 682, 405]
flooded-house-scene [716, 420, 924, 520]
story12-headline-line2: ಆರೋಗ್ಯ ತಪಾಸಣಾ ಶಿಬಿರ [749, 1074, 859, 1089]
yellow-dot-icon [888, 1413, 896, 1421]
print-registration-marks-right [866, 1406, 910, 1416]
divider-row1 [26, 388, 924, 389]
